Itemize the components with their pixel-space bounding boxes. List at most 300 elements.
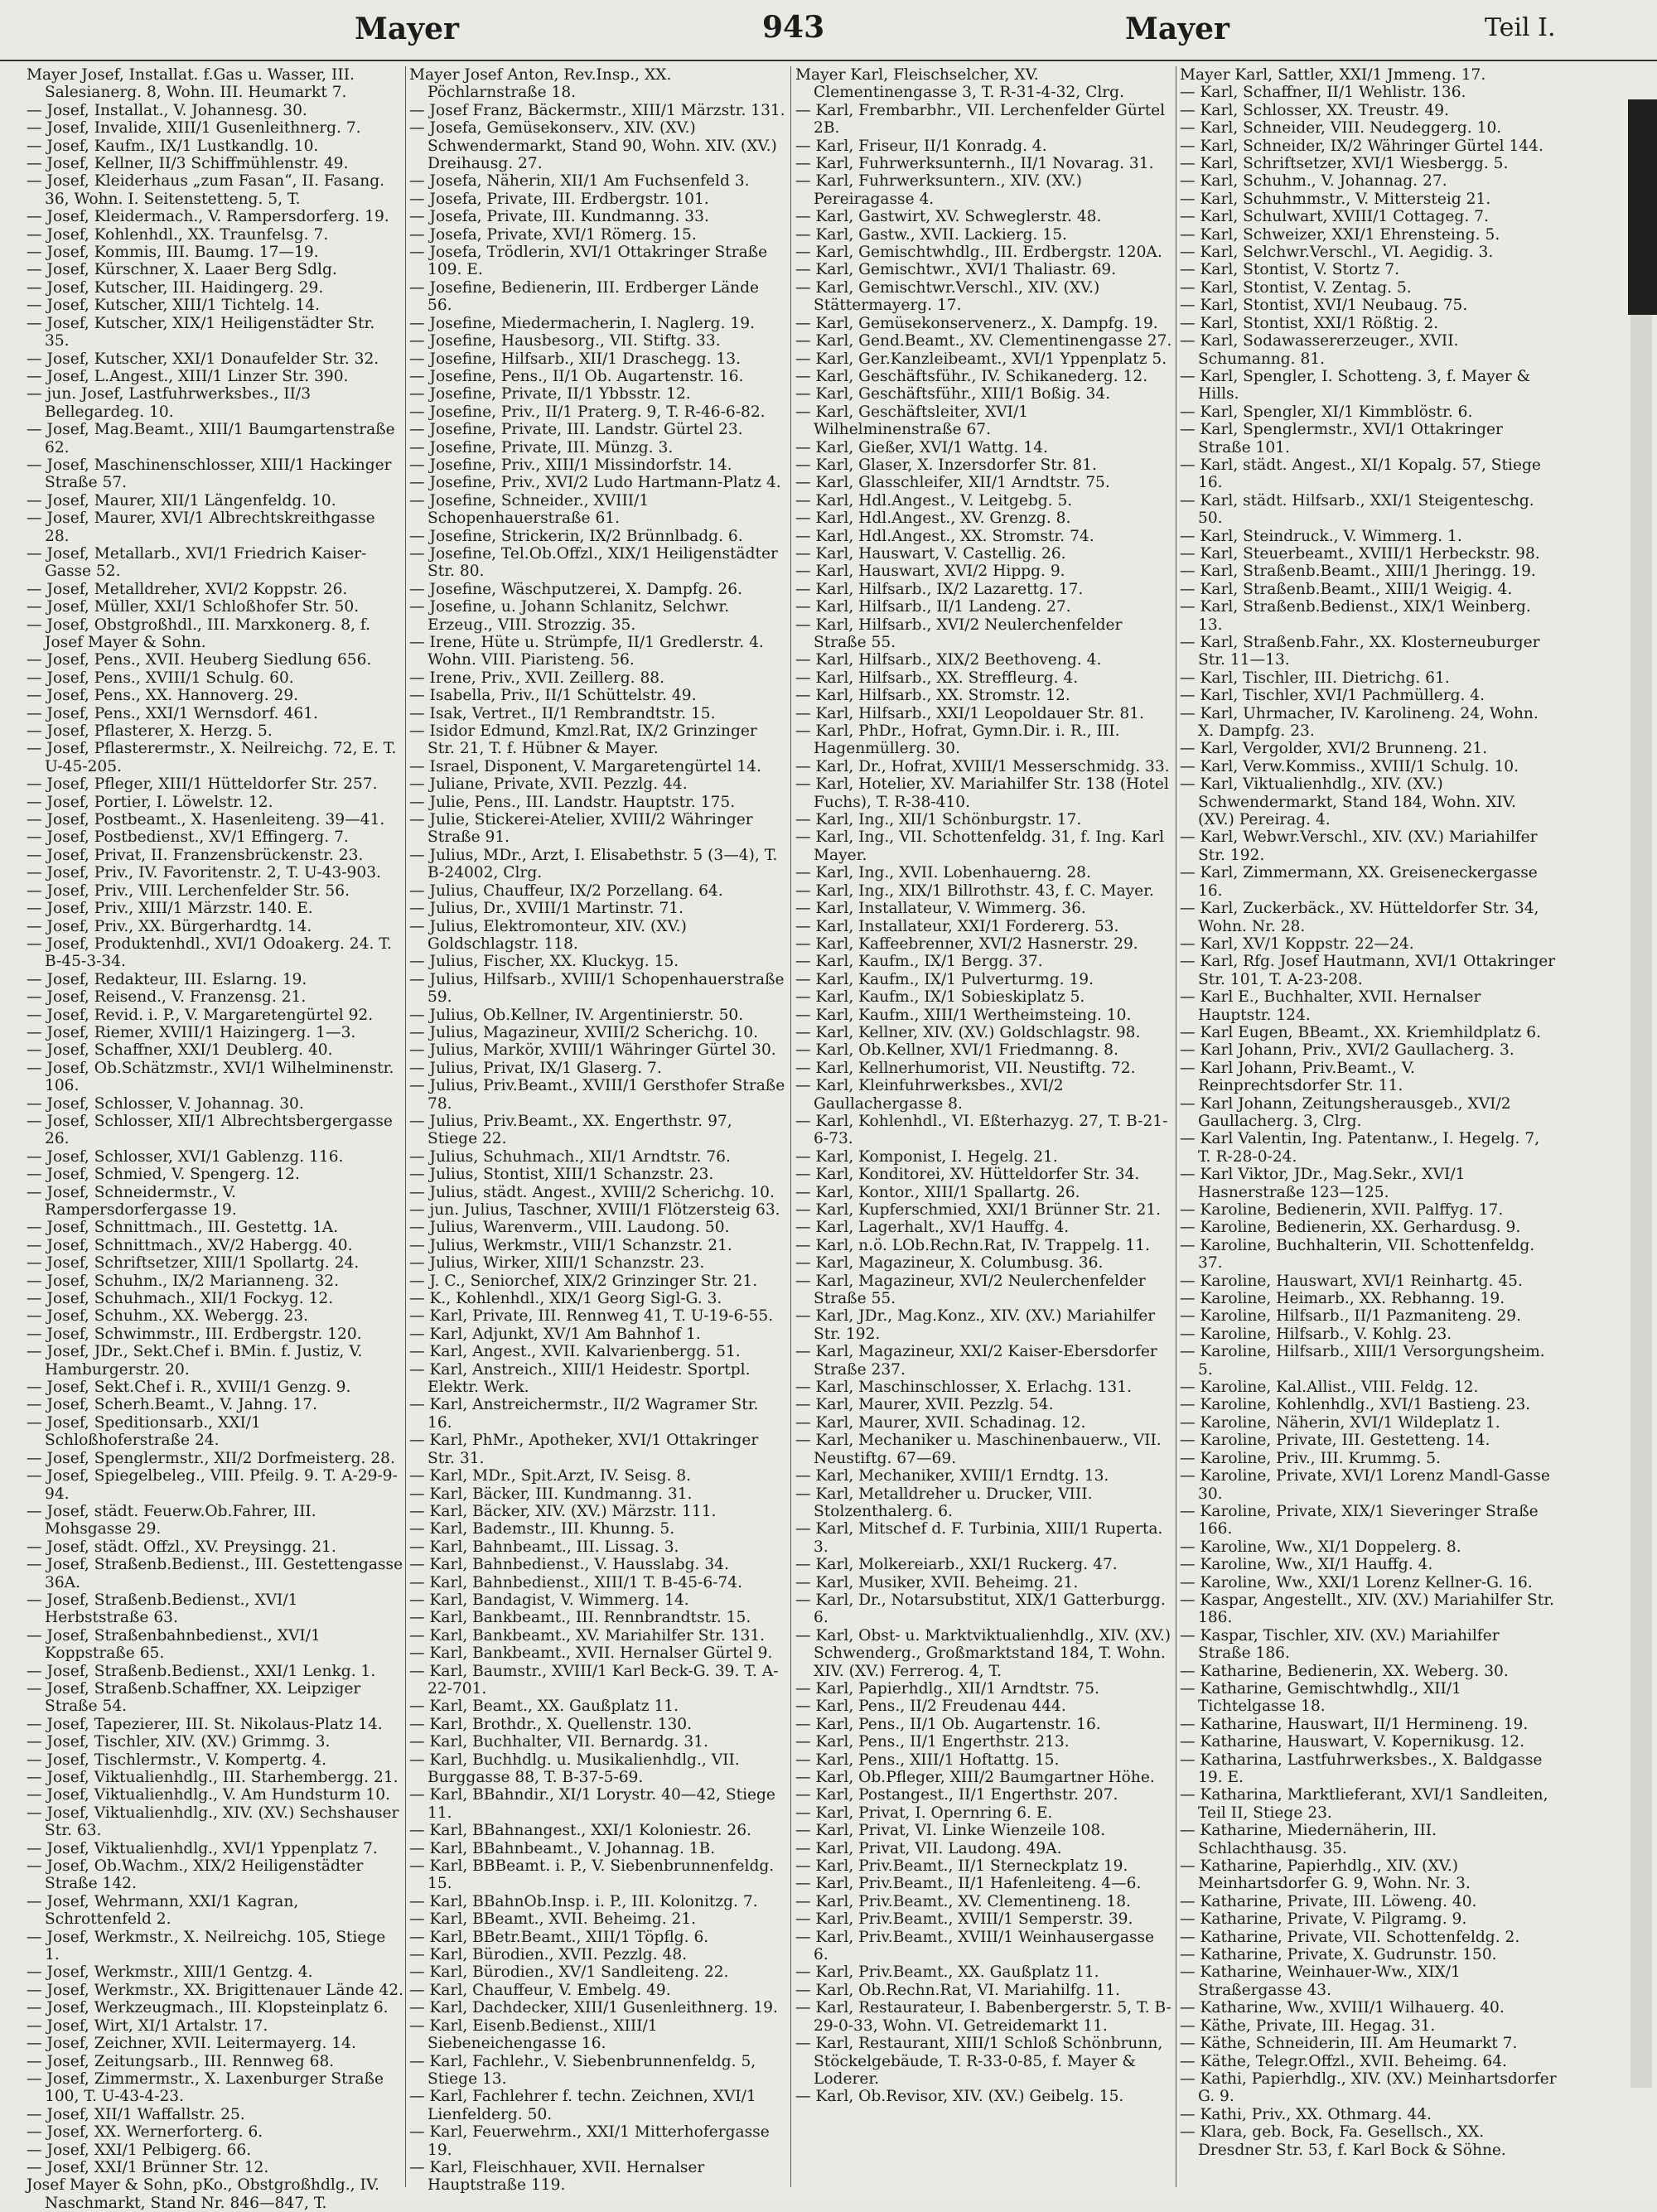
- directory-entry: — Karl, Magazineur, X. Columbusg. 36.: [795, 1254, 1104, 1273]
- directory-entry: — Karl, Maurer, XVII. Schadinag. 12.: [795, 1413, 1086, 1432]
- directory-entry: — Karl, Priv.Beamt., XVIII/1 Weinhausergasse 6.: [795, 1928, 1155, 1964]
- directory-entry: — Josefine, Miedermacherin, I. Naglerg. 19.: [409, 314, 755, 332]
- directory-entry: — Josefine, Schneider., XVIII/1 Schopenhauerstraße 61.: [409, 491, 650, 528]
- directory-entry: — Josef, Mag.Beamt., XIII/1 Baumgartenstraße 62.: [27, 421, 395, 456]
- directory-entry: — Karl, BBahnangest., XXI/1 Koloniestr. 26.: [409, 1822, 751, 1840]
- directory-entry: — Josef, Schaffner, XXI/1 Deublerg. 40.: [27, 1041, 333, 1060]
- directory-entry: — Karl, Glasschleifer, XII/1 Arndtstr. 75.: [795, 474, 1110, 492]
- directory-entry: — Karl, Fachlehrer f. techn. Zeichnen, XVI/1 Lienfelderg. 50.: [409, 2088, 756, 2123]
- directory-entry: — Karl, Baumstr., XVIII/1 Karl Beck-G. 39. T. A-22-701.: [409, 1662, 779, 1698]
- directory-entry: — Josef, Kleiderhaus „zum Fasan“, II. Fasang. 36, Wohn. I. Seitenstetteng. 5, T.: [27, 172, 385, 208]
- directory-entry: — Josef, Maurer, XVI/1 Albrechtskreithgasse 28.: [27, 510, 375, 545]
- directory-entry: — Karl, Priv.Beamt., XV. Clementineng. 18.: [795, 1892, 1131, 1910]
- directory-entry: — Karl, Ob.Kellner, XVI/1 Friedmanng. 8.: [795, 1041, 1118, 1060]
- directory-entry: — Josef, Obstgroßhdl., III. Marxkonerg. 8, f. Josef Mayer & Sohn.: [27, 616, 371, 651]
- directory-entry: — Karl, Schuhm., V. Johannag. 27.: [1180, 172, 1447, 191]
- directory-entry: — Julius, Werkmstr., VIII/1 Schanzstr. 21.: [409, 1236, 732, 1254]
- directory-entry: — Karl, Bademstr., III. Khunng. 5.: [409, 1520, 675, 1538]
- directory-entry: — Karl, Restaurant, XIII/1 Schloß Schönbrunn, Stöckelgebäude, T. R-33-0-85, f. Mayer & Loderer.: [795, 2035, 1163, 2088]
- directory-entry: — Josefa, Private, III. Erdbergstr. 101.: [409, 190, 709, 208]
- directory-entry: — Karl, Kellner, XIV. (XV.) Goldschlagstr. 98.: [795, 1023, 1141, 1041]
- directory-entry: — Karl, Hilfsarb., XX. Streffleurg. 4.: [795, 669, 1079, 687]
- directory-entry: — Karl, Hilfsarb., XIX/2 Beethoveng. 4.: [795, 651, 1102, 669]
- directory-entry: — Karl, Bahnbeamt., III. Lissag. 3.: [409, 1538, 679, 1556]
- directory-entry: — Karl, Bahnbedienst., XIII/1 T. B-45-6-74.: [409, 1573, 742, 1591]
- directory-entry: — Julius, MDr., Arzt, I. Elisabethstr. 5 (3—4), T. B-24002, Clrg.: [409, 846, 778, 882]
- directory-entry: — Karl, Mechaniker, XVIII/1 Erndtg. 13.: [795, 1467, 1109, 1485]
- directory-entry: — Josefine, Private, II/1 Ybbsstr. 12.: [409, 385, 691, 403]
- directory-entry: — Karl, Gend.Beamt., XV. Clementinengasse 27.: [795, 332, 1172, 350]
- directory-entry: — Josefa, Trödlerin, XVI/1 Ottakringer Straße 109. E.: [409, 244, 768, 279]
- directory-entry: — Karl, Pens., XIII/1 Hoftattg. 15.: [795, 1751, 1060, 1769]
- directory-entry: — Karl, Hdl.Angest., V. Leitgebg. 5.: [795, 491, 1073, 510]
- directory-entry: — Karl, Restaurateur, I. Babenbergerstr. 5, T. B-29-0-33, Wohn. VI. Getreidemarkt 11.: [795, 1999, 1171, 2035]
- directory-entry: — Karl, Mechaniker u. Maschinenbauerw., VII. Neustiftg. 67—69.: [795, 1432, 1162, 1467]
- directory-entry: — Josef, Kutscher, III. Haidingerg. 29.: [27, 278, 324, 297]
- directory-entry: — Karl, Spengler, XI/1 Kimmblöstr. 6.: [1180, 403, 1473, 421]
- directory-entry: — Karoline, Bedienerin, XVII. Palffyg. 17.: [1180, 1201, 1504, 1219]
- directory-entry: Mayer Karl, Fleischselcher, XV. Clementinengasse 3, T. R-31-4-32, Clrg.: [795, 66, 1124, 102]
- directory-entry: — Josef, Priv., XX. Bürgerhardtg. 14.: [27, 917, 312, 935]
- directory-entry: — Katharine, Miedernäherin, III. Schlachthausg. 35.: [1180, 1822, 1437, 1857]
- directory-entry: — Karoline, Private, III. Gestetteng. 14.: [1180, 1432, 1490, 1450]
- page-number: 943: [762, 10, 825, 45]
- directory-entry: — Josef, Spenglermstr., XII/2 Dorfmeisterg. 28.: [27, 1449, 395, 1467]
- directory-entry: — Karl, Obst- u. Marktviktualienhdlg., XIV. (XV.) Schwenderg., Großmarktstand 184, T. Wohn. XIV. (XV.) Ferrerog. 4, T.: [795, 1626, 1171, 1680]
- directory-entry: — Josef, Wehrmann, XXI/1 Kagran, Schrottenfeld 2.: [27, 1892, 299, 1929]
- directory-entry: — Karl, Ing., XII/1 Schönburgstr. 17.: [795, 811, 1082, 829]
- directory-entry: — Josef, Ob.Schätzmstr., XVI/1 Wilhelminenstr. 106.: [27, 1059, 394, 1095]
- directory-entry: — Josef, Priv., XIII/1 Märzstr. 140. E.: [27, 900, 313, 918]
- directory-entry: — Karl, Webwr.Verschl., XIV. (XV.) Mariahilfer Str. 192.: [1180, 828, 1538, 864]
- directory-entry: — Karl, Buchhalter, VII. Bernardg. 31.: [409, 1733, 708, 1751]
- directory-entry: — Katharine, Hauswart, II/1 Hermineng. 19.: [1180, 1715, 1529, 1733]
- directory-entry: — Josef, Pens., XVIII/1 Schulg. 60.: [27, 669, 294, 687]
- directory-entry: — Josefine, u. Johann Schlanitz, Selchwr. Erzeug., VIII. Strozzig. 35.: [409, 598, 730, 634]
- directory-entry: — Karl, Schulwart, XVIII/1 Cottageg. 7.: [1180, 208, 1489, 226]
- directory-entry: — Karoline, Ww., XXI/1 Lorenz Kellner-G. 16.: [1180, 1573, 1533, 1591]
- directory-entry: — Karl, Fachlehr., V. Siebenbrunnenfeldg. 5, Stiege 13.: [409, 2052, 756, 2088]
- directory-entry: — Julie, Pens., III. Landstr. Hauptstr. 175.: [409, 793, 736, 811]
- directory-entry: — Karl, Dr., Notarsubstitut, XIX/1 Gatterburgg. 6.: [795, 1591, 1166, 1627]
- directory-entry: — Josefine, Strickerin, IX/2 Brünnlbadg. 6.: [409, 527, 743, 545]
- directory-entry: — Karl, städt. Hilfsarb., XXI/1 Steigenteschg. 50.: [1180, 491, 1534, 528]
- column-2: [409, 66, 786, 2195]
- directory-entry: — Josef, Schlosser, XVI/1 Gablenzg. 116.: [27, 1147, 344, 1166]
- page-edge-mark: [1628, 99, 1657, 315]
- directory-entry: — Karl, Metalldreher u. Drucker, VIII. Stolzenthalerg. 6.: [795, 1485, 1093, 1520]
- directory-entry: — Josef, Kohlenhdl., XX. Traunfelsg. 7.: [27, 225, 329, 244]
- directory-entry: — Karl, Bankbeamt., III. Rennbrandtstr. 15.: [409, 1609, 751, 1627]
- directory-entry: — Karl Johann, Zeitungsherausgeb., XVI/2 Gaullacherg. 3, Clrg.: [1180, 1094, 1511, 1130]
- directory-entry: — Karl, Bankbeamt., XVII. Hernalser Gürtel 9.: [409, 1645, 773, 1663]
- directory-entry: — Karl, Gemischtwr.Verschl., XIV. (XV.) Stättermayerg. 17.: [795, 278, 1100, 315]
- directory-entry: — Karl, Privat, VII. Laudong. 49A.: [795, 1839, 1062, 1857]
- directory-entry: — Karoline, Hilfsarb., II/1 Pazmaniteng. 29.: [1180, 1307, 1522, 1326]
- directory-entry: — Josef, Pens., XX. Hannoverg. 29.: [27, 687, 299, 705]
- directory-entry: — Josefa, Gemüsekonserv., XIV. (XV.) Schwendermarkt, Stand 90, Wohn. XIV. (XV.) Dreihausg. 27.: [409, 119, 777, 173]
- directory-entry: — Josef, XX. Wernerforterg. 6.: [27, 2123, 263, 2142]
- directory-entry: — Josef, Redakteur, III. Eslarng. 19.: [27, 970, 307, 988]
- directory-entry: — Josef, Zeichner, XVII. Leitermayerg. 14.: [27, 2035, 356, 2053]
- directory-entry: — Karoline, Bedienerin, XX. Gerhardusg. 9.: [1180, 1219, 1521, 1237]
- directory-entry: — Karl, Priv.Beamt., II/1 Hafenleiteng. 4—6.: [795, 1875, 1142, 1893]
- directory-entry: — Josef, Werkmstr., XX. Brigittenauer Lände 42.: [27, 1981, 403, 1999]
- directory-entry: — Josef, Wirt, XI/1 Artalstr. 17.: [27, 2016, 268, 2035]
- directory-entry: — Josef, Pfleger, XIII/1 Hütteldorfer Str. 257.: [27, 775, 378, 794]
- header-left-name: Mayer: [355, 12, 459, 46]
- directory-entry: — Kaspar, Tischler, XIV. (XV.) Mariahilfer Straße 186.: [1180, 1626, 1500, 1663]
- directory-entry: — Karl, Gastw., XVII. Lackierg. 15.: [795, 225, 1067, 244]
- directory-entry: — Karoline, Hilfsarb., XIII/1 Versorgungsheim. 5.: [1180, 1343, 1545, 1379]
- directory-entry: — Karl, Tischler, III. Dietrichg. 61.: [1180, 669, 1450, 687]
- directory-entry: — Karl, Viktualienhdlg., XIV. (XV.) Schwendermarkt, Stand 184, Wohn. XIV. (XV.) Pereirag. 4.: [1180, 775, 1516, 829]
- directory-entry: — Karl, Kaufm., IX/1 Sobieskiplatz 5.: [795, 988, 1085, 1007]
- directory-entry: — Josef, Priv., IV. Favoritenstr. 2, T. U-43-903.: [27, 864, 381, 882]
- directory-entry: — Karl, Zuckerbäck., XV. Hütteldorfer Str. 34, Wohn. Nr. 28.: [1180, 900, 1539, 935]
- directory-entry: — Karoline, Buchhalterin, VII. Schottenfeldg. 37.: [1180, 1236, 1535, 1273]
- directory-entry: — Julius, Stontist, XIII/1 Schanzstr. 23.: [409, 1166, 714, 1184]
- directory-entry: — Josef, Straßenbahnbedienst., XVI/1 Koppstraße 65.: [27, 1626, 321, 1663]
- directory-entry: — Karl, Sodawassererzeuger., XVII. Schumanng. 81.: [1180, 332, 1459, 368]
- column-divider: [790, 66, 791, 2187]
- directory-entry: — Karl, Chauffeur, V. Embelg. 49.: [409, 1981, 671, 1999]
- directory-entry: — Karl, Hilfsarb., II/1 Landeng. 27.: [795, 598, 1071, 616]
- directory-entry: — Josef, Werkmstr., X. Neilreichg. 105, Stiege 1.: [27, 1928, 386, 1964]
- directory-entry: — Karl, Maurer, XVII. Pezzlg. 54.: [795, 1396, 1054, 1414]
- directory-entry: — Julius, Fischer, XX. Kluckyg. 15.: [409, 953, 679, 971]
- directory-entry: — Katharine, Private, III. Löweng. 40.: [1180, 1892, 1477, 1910]
- directory-entry: — Josef, JDr., Sekt.Chef i. BMin. f. Justiz, V. Hamburgerstr. 20.: [27, 1343, 363, 1379]
- directory-entry: — Karl, Komponist, I. Hegelg. 21.: [795, 1147, 1058, 1166]
- directory-entry: — Karl, Schriftsetzer, XVI/1 Wiesbergg. 5.: [1180, 155, 1509, 173]
- directory-entry: — Josef, Viktualienhdlg., XIV. (XV.) Sechshauser Str. 63.: [27, 1804, 399, 1840]
- directory-entry: — Julius, Hilfsarb., XVIII/1 Schopenhauerstraße 59.: [409, 970, 785, 1007]
- directory-entry: — Karl, Private, III. Rennweg 41, T. U-19-6-55.: [409, 1307, 774, 1326]
- directory-entry: — Israel, Disponent, V. Margaretengürtel 14.: [409, 757, 761, 775]
- directory-entry: — Julius, städt. Angest., XVIII/2 Scherichg. 10.: [409, 1183, 775, 1201]
- directory-entry: — Karl, Schneider, VIII. Neudeggerg. 10.: [1180, 119, 1502, 138]
- directory-entry: — Josef, Schlosser, V. Johannag. 30.: [27, 1094, 304, 1113]
- directory-entry: — Karl, Hauswart, V. Castellig. 26.: [795, 544, 1066, 563]
- directory-entry: — K., Kohlenhdl., XIX/1 Georg Sigl-G. 3.: [409, 1290, 722, 1308]
- directory-entry: — Karl, Feuerwehrm., XXI/1 Mitterhofergasse 19.: [409, 2123, 770, 2159]
- directory-entry: — Karl, Maschinschlosser, X. Erlachg. 131.: [795, 1379, 1133, 1397]
- directory-entry: — Käthe, Schneiderin, III. Am Heumarkt 7.: [1180, 2035, 1518, 2053]
- page-edge-shadow: [1630, 99, 1652, 2088]
- directory-entry: — Karl, Kupferschmied, XXI/1 Brünner Str. 21.: [795, 1201, 1162, 1219]
- directory-entry: — Karl, Gemüsekonservenerz., X. Dampfg. 19.: [795, 314, 1158, 332]
- directory-entry: — Käthe, Private, III. Hegag. 31.: [1180, 2016, 1436, 2035]
- directory-entry: — Karl Eugen, BBeamt., XX. Kriemhildplatz 6.: [1180, 1023, 1542, 1041]
- column-4: [1180, 66, 1557, 2187]
- directory-entry: — Josefine, Private, III. Münzg. 3.: [409, 438, 674, 456]
- directory-entry: — Karl, Musiker, XVII. Beheimg. 21.: [795, 1573, 1079, 1591]
- directory-entry: — Karl, Hilfsarb., XVI/2 Neulerchenfelder Straße 55.: [795, 616, 1123, 651]
- directory-entry: — Kathi, Papierhdlg., XIV. (XV.) Meinhartsdorfer G. 9.: [1180, 2070, 1557, 2106]
- directory-entry: — Karl, Kontor., XIII/1 Spallartg. 26.: [795, 1183, 1080, 1201]
- directory-entry: — Karl, Gemischtwhdlg., III. Erdbergstr. 120A.: [795, 244, 1162, 262]
- directory-entry: Mayer Josef Anton, Rev.Insp., XX. Pöchlarnstraße 18.: [409, 66, 672, 102]
- directory-entry: — Karl, Papierhdlg., XII/1 Arndtstr. 75.: [795, 1679, 1099, 1698]
- directory-entry: — Karl, Pens., II/1 Engerthstr. 213.: [795, 1733, 1070, 1751]
- directory-entry: — Karl, Steuerbeamt., XVIII/1 Herbeckstr. 98.: [1180, 544, 1540, 563]
- directory-entry: — Karl, Hilfsarb., XX. Stromstr. 12.: [795, 687, 1070, 705]
- directory-entry: — Josef, Zimmermstr., X. Laxenburger Straße 100, T. U-43-4-23.: [27, 2070, 384, 2106]
- directory-entry: — Josef, Schuhm., IX/2 Marianneng. 32.: [27, 1272, 340, 1290]
- directory-entry: — Juliane, Private, XVII. Pezzlg. 44.: [409, 775, 688, 794]
- directory-entry: — Josef, Werkmstr., XIII/1 Gentzg. 4.: [27, 1963, 313, 1982]
- directory-entry: — Karl, Kleinfuhrwerksbes., XVI/2 Gaullachergasse 8.: [795, 1077, 1064, 1113]
- directory-entry: — Karl, Stontist, XVI/1 Neubaug. 75.: [1180, 297, 1468, 315]
- directory-entry: — Josef, Speditionsarb., XXI/1 Schloßhoferstraße 24.: [27, 1413, 261, 1450]
- directory-entry: — Karl, Rfg. Josef Hautmann, XVI/1 Ottakringer Str. 101, T. A-23-208.: [1180, 953, 1556, 988]
- directory-entry: — Josef, XXI/1 Pelbigerg. 66.: [27, 2141, 252, 2159]
- directory-entry: — Julius, Priv.Beamt., XX. Engerthstr. 97, Stiege 22.: [409, 1112, 732, 1148]
- directory-entry: — Julius, Elektromonteur, XIV. (XV.) Goldschlagstr. 118.: [409, 917, 687, 953]
- directory-entry: — Karl, Konditorei, XV. Hütteldorfer Str. 34.: [795, 1166, 1140, 1184]
- directory-entry: — Kathi, Priv., XX. Othmarg. 44.: [1180, 2105, 1432, 2123]
- directory-entry: — Karl, Privat, I. Opernring 6. E.: [795, 1804, 1053, 1822]
- directory-entry: — Karl, Schneider, IX/2 Währinger Gürtel 144.: [1180, 137, 1543, 155]
- directory-entry: — Karl, Anstreich., XIII/1 Heidestr. Sportpl. Elektr. Werk.: [409, 1360, 751, 1397]
- directory-entry: — Katharine, Ww., XVIII/1 Wilhauerg. 40.: [1180, 1999, 1505, 2017]
- directory-entry: — Julius, Chauffeur, IX/2 Porzellang. 64.: [409, 881, 723, 900]
- directory-entry: — Josef, Privat, II. Franzensbrückenstr. 23.: [27, 846, 364, 864]
- directory-entry: — Josef, Sekt.Chef i. R., XVIII/1 Genzg. 9.: [27, 1379, 351, 1397]
- directory-entry: — Julius, Schuhmach., XII/1 Arndtstr. 76.: [409, 1147, 731, 1166]
- directory-entry: — Josef, Schuhm., XX. Webergg. 23.: [27, 1307, 309, 1326]
- directory-entry: — Karl, Hdl.Angest., XX. Stromstr. 74.: [795, 527, 1094, 545]
- directory-entry: — Josef, Kutscher, XXI/1 Donaufelder Str. 32.: [27, 350, 379, 368]
- directory-entry: — Karl, Bäcker, XIV. (XV.) Märzstr. 111.: [409, 1502, 717, 1520]
- directory-entry: — Julius, Markör, XVIII/1 Währinger Gürtel 30.: [409, 1041, 776, 1060]
- directory-entry: — Karl, BBahndir., XI/1 Lorystr. 40—42, Stiege 11.: [409, 1786, 775, 1822]
- directory-entry: — Karl, Kaufm., IX/1 Bergg. 37.: [795, 953, 1043, 971]
- directory-entry: — Karl, Stontist, V. Stortz 7.: [1180, 261, 1399, 279]
- directory-entry: — Josef, Viktualienhdlg., XVI/1 Yppenplatz 7.: [27, 1839, 378, 1857]
- directory-entry: — Karl, Priv.Beamt., II/1 Sterneckplatz 19.: [795, 1857, 1128, 1876]
- directory-entry: — Josef, Priv., VIII. Lerchenfelder Str. 56.: [27, 881, 350, 900]
- directory-entry: — Karl, Bürodien., XVII. Pezzlg. 48.: [409, 1946, 688, 1964]
- directory-entry: — Karl, Priv.Beamt., XX. Gaußplatz 11.: [795, 1963, 1099, 1982]
- directory-entry: — Karoline, Hauswart, XVI/1 Reinhartg. 45.: [1180, 1272, 1523, 1290]
- directory-entry: — Julius, Warenverm., VIII. Laudong. 50.: [409, 1219, 730, 1237]
- directory-entry: — Julius, Privat, IX/1 Glaserg. 7.: [409, 1059, 662, 1077]
- directory-entry: — Karl, Mitschef d. F. Turbinia, XIII/1 Ruperta. 3.: [795, 1520, 1163, 1556]
- directory-entry: — Karl, Geschäftsleiter, XVI/1 Wilhelminenstraße 67.: [795, 403, 1029, 439]
- directory-entry: — Josef, städt. Offzl., XV. Preysingg. 21.: [27, 1538, 336, 1556]
- directory-entry: — Julie, Stickerei-Atelier, XVIII/2 Währinger Straße 91.: [409, 811, 753, 847]
- directory-entry: — Katharine, Private, VII. Schottenfeldg. 2.: [1180, 1928, 1520, 1946]
- directory-entry: — Karl, Stontist, XXI/1 Rößtig. 2.: [1180, 314, 1439, 332]
- directory-entry: — Karl, Angest., XVII. Kalvarienbergg. 51.: [409, 1343, 741, 1361]
- directory-entry: — Josef, Werkzeugmach., III. Klopsteinplatz 6.: [27, 1999, 389, 2017]
- directory-entry: — Julius, Dr., XVIII/1 Martinstr. 71.: [409, 900, 684, 918]
- directory-entry: Josef Mayer & Sohn, pKo., Obstgroßhdlg., IV. Naschmarkt, Stand Nr. 846—847, T.: [27, 2176, 379, 2212]
- directory-entry: — Karl, Fleischhauer, XVII. Hernalser Hauptstraße 119.: [409, 2158, 705, 2195]
- directory-entry: — Josef, Postbedienst., XV/1 Effingerg. 7.: [27, 828, 349, 847]
- directory-entry: — Karl, MDr., Spit.Arzt, IV. Seisg. 8.: [409, 1467, 692, 1485]
- directory-entry: — Karl, Straßenb.Beamt., XIII/1 Weigig. 4.: [1180, 580, 1513, 598]
- directory-entry: — Karl Johann, Priv.Beamt., V. Reinprechtsdorfer Str. 11.: [1180, 1059, 1415, 1095]
- directory-entry: — Karl, Straßenb.Fahr., XX. Klosterneuburger Str. 11—13.: [1180, 634, 1540, 669]
- directory-entry: — Karl, BBBeamt. i. P., V. Siebenbrunnenfeldg. 15.: [409, 1857, 775, 1893]
- directory-entry: — Josef, Maschinenschlosser, XIII/1 Hackinger Straße 57.: [27, 456, 392, 492]
- directory-entry: — Karl, Hdl.Angest., XV. Grenzg. 8.: [795, 510, 1071, 528]
- directory-entry: — Karl, Geschäftsführ., XIII/1 Boßig. 34.: [795, 385, 1111, 403]
- directory-entry: — Josefa, Private, XVI/1 Römerg. 15.: [409, 225, 697, 244]
- directory-entry: — Josef, Pflasterer, X. Herzg. 5.: [27, 722, 273, 741]
- directory-entry: — Karl, Pens., II/2 Freudenau 444.: [795, 1698, 1066, 1716]
- directory-entry: — Josefine, Priv., II/1 Praterg. 9, T. R-46-6-82.: [409, 403, 766, 421]
- directory-entry: — Karl, städt. Angest., XI/1 Kopalg. 57, Stiege 16.: [1180, 456, 1541, 492]
- directory-entry: — Josef, Straßenb.Bedienst., XXI/1 Lenkg. 1.: [27, 1662, 376, 1680]
- directory-entry: — Josef, Riemer, XVIII/1 Haizingerg. 1—3.: [27, 1023, 356, 1041]
- directory-entry: — Karl, Schuhmmstr., V. Mittersteig 21.: [1180, 190, 1491, 208]
- directory-entry: — Josef, Kürschner, X. Laaer Berg Sdlg.: [27, 261, 337, 279]
- directory-entry: — Josef, Metallarb., XVI/1 Friedrich Kaiser-Gasse 52.: [27, 544, 367, 581]
- directory-entry: — Isidor Edmund, Kmzl.Rat, IX/2 Grinzinger Str. 21, T. f. Hübner & Mayer.: [409, 722, 757, 758]
- directory-entry: — Josef, Pens., XVII. Heuberg Siedlung 656.: [27, 651, 372, 669]
- directory-entry: — Karl, Geschäftsführ., IV. Schikanederg. 12.: [795, 367, 1148, 385]
- directory-entry: — Josef, Spiegelbeleg., VIII. Pfeilg. 9. T. A-29-9-94.: [27, 1467, 398, 1503]
- directory-entry: — Karl, Kaffeebrenner, XVI/2 Hasnerstr. 29.: [795, 935, 1138, 953]
- directory-entry: — Karl, BBeamt., XVII. Beheimg. 21.: [409, 1910, 697, 1929]
- directory-entry: — Karl, Tischler, XVI/1 Pachmüllerg. 4.: [1180, 687, 1486, 705]
- directory-entry: — Katharine, Papierhdlg., XIV. (XV.) Meinhartsdorfer G. 9, Wohn. Nr. 3.: [1180, 1857, 1471, 1893]
- directory-entry: — Karl, Gastwirt, XV. Schweglerstr. 48.: [795, 208, 1102, 226]
- directory-entry: — Karl, Hilfsarb., XXI/1 Leopoldauer Str. 81.: [795, 704, 1144, 722]
- directory-entry: — Karl, Spengler, I. Schotteng. 3, f. Mayer & Hills.: [1180, 367, 1531, 403]
- directory-entry: — Karl, Privat, VI. Linke Wienzeile 108.: [795, 1822, 1106, 1840]
- directory-entry: — Katharine, Bedienerin, XX. Weberg. 30.: [1180, 1662, 1509, 1680]
- directory-entry: — Josef Franz, Bäckermstr., XIII/1 Märzstr. 131.: [409, 101, 785, 119]
- directory-entry: — Karl, Fuhrwerksuntern., XIV. (XV.) Pereiragasse 4.: [795, 172, 1082, 208]
- directory-entry: — Karl, Kohlenhdl., VI. Eßterhazyg. 27, T. B-21-6-73.: [795, 1112, 1168, 1148]
- directory-entry: — Irene, Priv., XVII. Zeillerg. 88.: [409, 669, 665, 687]
- directory-entry: — Karl, Hotelier, XV. Mariahilfer Str. 138 (Hotel Fuchs), T. R-38-410.: [795, 775, 1169, 811]
- directory-entry: — Josef, Maurer, XII/1 Längenfeldg. 10.: [27, 491, 336, 510]
- directory-entry: — Josef, Schnittmach., XV/2 Habergg. 40.: [27, 1236, 353, 1254]
- directory-entry: — Karl, Hilfsarb., IX/2 Lazarettg. 17.: [795, 580, 1084, 598]
- directory-entry: — J. C., Seniorchef, XIX/2 Grinzinger Str. 21.: [409, 1272, 758, 1290]
- directory-entry: — Isak, Vertret., II/1 Rembrandtstr. 15.: [409, 704, 716, 722]
- directory-entry: — Irene, Hüte u. Strümpfe, II/1 Gredlerstr. 4. Wohn. VIII. Piaristeng. 56.: [409, 634, 764, 669]
- directory-entry: — Karl, Bürodien., XV/1 Sandleiteng. 22.: [409, 1963, 729, 1982]
- directory-entry: — Karl, Schweizer, XXI/1 Ehrensteing. 5.: [1180, 225, 1500, 244]
- directory-entry: — Karl, Dachdecker, XIII/1 Gusenleithnerg. 19.: [409, 1999, 778, 2017]
- directory-entry: — Josef, Portier, I. Löwelstr. 12.: [27, 793, 273, 811]
- directory-entry: — Katharina, Lastfuhrwerksbes., X. Baldgasse 19. E.: [1180, 1751, 1543, 1786]
- directory-entry: — Katharine, Gemischtwhdlg., XII/1 Tichtelgasse 18.: [1180, 1679, 1461, 1716]
- directory-entry: — Karl E., Buchhalter, XVII. Hernalser Hauptstr. 124.: [1180, 988, 1481, 1024]
- directory-entry: — Josefine, Hausbesorg., VII. Stiftg. 33.: [409, 332, 721, 350]
- directory-entry: — Josef, Schnittmach., III. Gestettg. 1A.: [27, 1219, 339, 1237]
- directory-entry: — Josefine, Hilfsarb., XII/1 Draschegg. 13.: [409, 350, 741, 368]
- directory-entry: — Josefine, Tel.Ob.Offzl., XIX/1 Heiligenstädter Str. 80.: [409, 544, 778, 581]
- page-header: [0, 0, 1657, 61]
- directory-entry: — Josef, Ob.Wachm., XIX/2 Heiligenstädter Straße 142.: [27, 1857, 364, 1893]
- directory-entry: — Julius, Priv.Beamt., XVIII/1 Gersthofer Straße 78.: [409, 1077, 785, 1113]
- directory-entry: — Karl, Magazineur, XVI/2 Neulerchenfelder Straße 55.: [795, 1272, 1146, 1308]
- directory-entry: — Karl, Installateur, XXI/1 Fordererg. 53.: [795, 917, 1119, 935]
- directory-entry: — Karl, Anstreichermstr., II/2 Wagramer Str. 16.: [409, 1396, 759, 1432]
- directory-entry: — Karl, Frembarbhr., VII. Lerchenfelder Gürtel 2B.: [795, 101, 1166, 138]
- directory-entry: — Josef, Revid. i. P., V. Margaretengürtel 92.: [27, 1006, 374, 1024]
- directory-entry: — Karoline, Heimarb., XX. Rebhanng. 19.: [1180, 1290, 1505, 1308]
- directory-entry: — Karoline, Ww., XI/1 Hauffg. 4.: [1180, 1556, 1433, 1574]
- directory-entry: — Karl, Straßenb.Bedienst., XIX/1 Weinberg. 13.: [1180, 598, 1531, 634]
- directory-entry: — Karoline, Private, XVI/1 Lorenz Mandl-Gasse 30.: [1180, 1467, 1550, 1503]
- directory-entry: — Josef, Scherh.Beamt., V. Jahng. 17.: [27, 1396, 318, 1414]
- directory-entry: — Isabella, Priv., II/1 Schüttelstr. 49.: [409, 687, 697, 705]
- directory-entry: — Karl, Installateur, V. Wimmerg. 36.: [795, 900, 1086, 918]
- directory-entry: — Karoline, Private, XIX/1 Sieveringer Straße 166.: [1180, 1502, 1539, 1538]
- directory-entry: — Karl, BBahnOb.Insp. i. P., III. Kolonitzg. 7.: [409, 1892, 758, 1910]
- directory-columns: [27, 66, 1634, 2212]
- directory-entry: — Katharine, Hauswart, V. Kopernikusg. 12.: [1180, 1733, 1525, 1751]
- directory-entry: — Klara, geb. Bock, Fa. Gesellsch., XX. Dresdner Str. 53, f. Karl Bock & Söhne.: [1180, 2123, 1506, 2159]
- directory-entry: — Josefa, Private, III. Kundmanng. 33.: [409, 208, 709, 226]
- directory-entry: — Karl, Bankbeamt., XV. Mariahilfer Str. 131.: [409, 1626, 766, 1645]
- directory-entry: — Karoline, Ww., XI/1 Doppelerg. 8.: [1180, 1538, 1461, 1556]
- directory-entry: — Karoline, Näherin, XVI/1 Wildeplatz 1.: [1180, 1413, 1500, 1432]
- directory-entry: — Josef, Installat., V. Johannesg. 30.: [27, 101, 307, 119]
- directory-entry: — Karl, Stontist, V. Zentag. 5.: [1180, 278, 1412, 297]
- directory-entry: — Karl, PhMr., Apotheker, XVI/1 Ottakringer Str. 31.: [409, 1432, 759, 1467]
- header-right-name: Mayer: [1125, 12, 1229, 46]
- directory-entry: — Julius, Ob.Kellner, IV. Argentinierstr. 50.: [409, 1006, 744, 1024]
- directory-entry: — Josef, Zeitungsarb., III. Rennweg 68.: [27, 2052, 335, 2070]
- directory-entry: — Karl, Fuhrwerksunternh., II/1 Novarag. 31.: [795, 155, 1154, 173]
- directory-entry: — Josefine, Wäschputzerei, X. Dampfg. 26.: [409, 580, 742, 598]
- directory-entry: — Katharina, Marktlieferant, XVI/1 Sandleiten, Teil II, Stiege 23.: [1180, 1786, 1548, 1822]
- directory-entry: — Karl, Ob.Rechn.Rat, VI. Mariahilfg. 11.: [795, 1981, 1120, 1999]
- column-1: [27, 66, 403, 2212]
- directory-entry: — Karl, Pens., II/1 Ob. Augartenstr. 16.: [795, 1715, 1101, 1733]
- directory-entry: — Josef, Straßenb.Bedienst., III. Gestettengasse 36A.: [27, 1556, 403, 1591]
- directory-entry: — Karoline, Hilfsarb., V. Kohlg. 23.: [1180, 1325, 1452, 1343]
- directory-entry: — Karl, Schaffner, II/1 Wehlistr. 136.: [1180, 84, 1466, 102]
- directory-entry: — Karl, Kellnerhumorist, VII. Neustiftg. 72.: [795, 1059, 1136, 1077]
- directory-entry: — Karl, Lagerhalt., XV/1 Hauffg. 4.: [795, 1219, 1070, 1237]
- directory-entry: — Josef, Viktualienhdlg., V. Am Hundsturm 10.: [27, 1786, 390, 1804]
- directory-entry: — Karl, Ob.Pfleger, XIII/2 Baumgartner Höhe.: [795, 1769, 1155, 1786]
- directory-entry: — Karl, Uhrmacher, IV. Karolineng. 24, Wohn. X. Dampfg. 23.: [1180, 704, 1539, 741]
- directory-entry: — Josef, Müller, XXI/1 Schloßhofer Str. 50.: [27, 598, 360, 616]
- directory-entry: — Josef, Reisend., V. Franzensg. 21.: [27, 988, 307, 1007]
- directory-entry: — Karl, Kaufm., XIII/1 Wertheimsteing. 10.: [795, 1006, 1132, 1024]
- directory-entry: — Karl, Schlosser, XX. Treustr. 49.: [1180, 101, 1449, 119]
- directory-entry: — Josef, XXI/1 Brünner Str. 12.: [27, 2158, 269, 2176]
- directory-entry: — Josef, Schneidermstr., V. Rampersdorfergasse 19.: [27, 1183, 237, 1219]
- directory-entry: — jun. Josef, Lastfuhrwerksbes., II/3 Bellegardeg. 10.: [27, 385, 312, 421]
- directory-entry: — Karl, Hauswart, XVI/2 Hippg. 9.: [795, 563, 1065, 581]
- directory-entry: — Karl, PhDr., Hofrat, Gymn.Dir. i. R., III. Hagenmüllerg. 30.: [795, 722, 1120, 758]
- directory-entry: — Josef, Tischler, XIV. (XV.) Grimmg. 3.: [27, 1733, 331, 1751]
- directory-entry: — Karl, Selchwr.Verschl., VI. Aegidig. 3.: [1180, 244, 1494, 262]
- column-divider: [405, 66, 406, 2187]
- directory-entry: — Katharine, Private, V. Pilgramg. 9.: [1180, 1910, 1467, 1929]
- directory-entry: — Josef, Straßenb.Bedienst., XVI/1 Herbststraße 63.: [27, 1591, 298, 1627]
- directory-entry: — Josef, L.Angest., XIII/1 Linzer Str. 390.: [27, 367, 349, 385]
- directory-entry: — Josefa, Näherin, XII/1 Am Fuchsenfeld 3.: [409, 172, 750, 191]
- directory-entry: — Josef, Tapezierer, III. St. Nikolaus-Platz 14.: [27, 1715, 383, 1733]
- directory-entry: — Karl, Ob.Revisor, XIV. (XV.) Geibelg. 15.: [795, 2088, 1124, 2106]
- directory-entry: — Karl, Eisenb.Bedienst., XIII/1 Siebeneichengasse 16.: [409, 2016, 658, 2053]
- directory-entry: — Josefine, Bedienerin, III. Erdberger Lände 56.: [409, 278, 760, 315]
